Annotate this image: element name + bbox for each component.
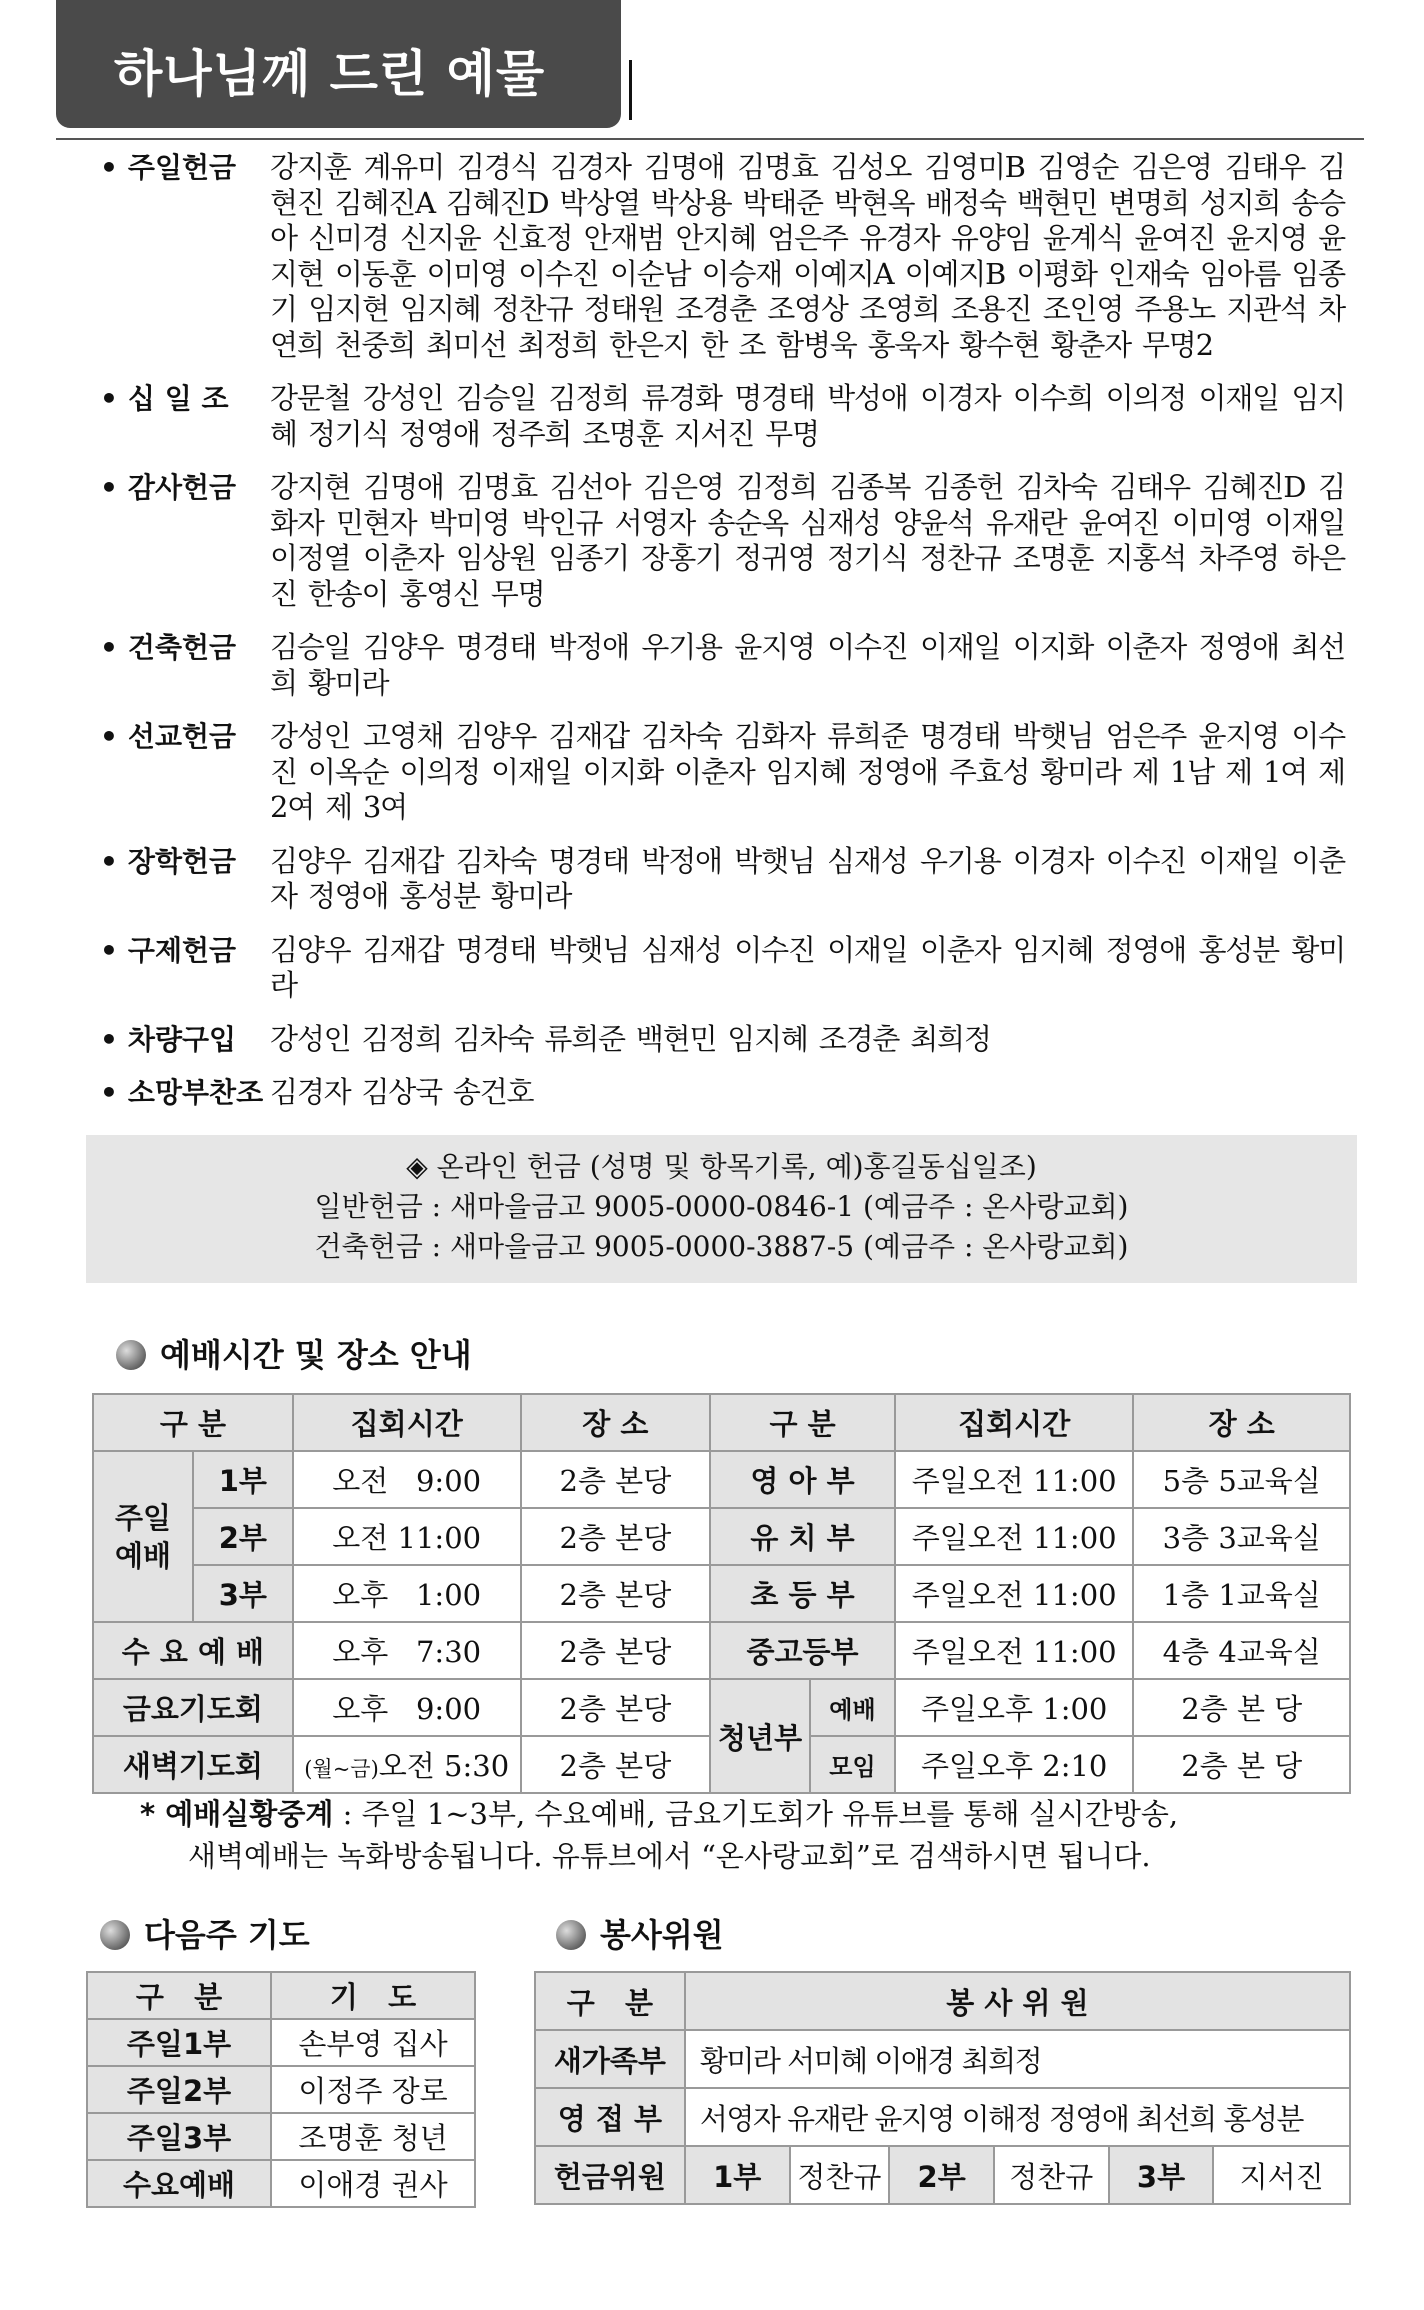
offering-names: 강지훈 계유미 김경식 김경자 김명애 김명효 김성오 김영미B 김영순 김은영 김태우 김현진 김혜진A 김혜진D 박상열 박상용 박태준 박현옥 배정숙 백현민 변명희 성지희 송승아 신미경 신지윤 신효정 안재범 안지혜 엄은주 유경자 유양임 윤계식 윤여진 윤지영 윤지현 이동훈 이미영 이수진 이순남 이승재 이예지A 이예지B 이평화 인재숙 임아름 임종기 임지현 임지혜 정찬규 정태원 조경춘 조영상 조영희 조용진 조인영 주용노 지관석 차연희 천중희 최미선 최정희 한은지 한 조 함병욱 홍욱자 황수현 황춘자 무명2 — [270, 150, 1345, 362]
new-family-names: 황미라 서미혜 이애경 최희정 — [685, 2030, 1350, 2088]
bullet-dot-icon: • — [100, 1022, 118, 1056]
dawn-prayer-time — [293, 1736, 521, 1793]
circle-bullet-icon — [556, 1920, 586, 1950]
offering-names: 강문철 강성인 김승일 김정희 류경화 명경태 박성애 이경자 이수희 이의정 이재일 임지혜 정기식 정영애 정주희 조명훈 지서진 무명 — [270, 381, 1345, 451]
offering-names: 김양우 김재갑 명경태 박햇님 심재성 이수진 이재일 이춘자 임지혜 정영애 홍성분 황미라 — [270, 932, 1345, 1002]
service-2-place: 2층 본당 — [521, 1508, 711, 1565]
offering-label-text: 장학헌금 — [127, 844, 237, 878]
young-worship-time: 주일오후 1:00 — [895, 1679, 1134, 1736]
online-offering-box — [86, 1135, 1357, 1283]
offering-row — [100, 1022, 1345, 1058]
bullet-dot-icon: • — [100, 844, 118, 878]
staff-title-text: 봉사위원 — [600, 1916, 724, 1954]
offering-row — [100, 470, 1345, 612]
offering-names: 강지현 김명애 김명효 김선아 김은영 김정희 김종복 김종헌 김차숙 김태우 김혜진D 김화자 민현자 박미영 박인규 서영자 송순옥 심재성 양윤석 유재란 윤여진 이미영 이재일 이정열 이춘자 임상원 임종기 장홍기 정귀영 정기식 정찬규 조명훈 지홍석 차주영 하은진 한송이 홍영신 무명 — [270, 470, 1345, 611]
offering-part-2-name: 정찬규 — [994, 2146, 1109, 2204]
bullet-dot-icon: • — [100, 471, 118, 504]
note-heading: * 예배실황중계 — [140, 1797, 334, 1831]
offering-row — [100, 381, 1345, 452]
online-line-1: ◈ 온라인 헌금 (성명 및 항목기록, 예)홍길동십일조) — [406, 1150, 1037, 1183]
offering-label-text: 감사헌금 — [127, 471, 237, 504]
new-family-label: 새가족부 — [535, 2030, 685, 2088]
offering-label-text: 십 일 조 — [127, 382, 229, 415]
service-2-label: 2부 — [193, 1508, 293, 1565]
dawn-prayer-days: (월~금) — [304, 1757, 379, 1781]
service-1-time: 오전 9:00 — [293, 1451, 521, 1508]
bullet-dot-icon: • — [100, 631, 118, 664]
dawn-prayer-label: 새벽기도회 — [93, 1736, 293, 1793]
elementary-time: 주일오전 11:00 — [895, 1565, 1134, 1622]
offering-label — [100, 933, 270, 1004]
note-text-2: 새벽예배는 녹화방송됩니다. 유튜브에서 “온사랑교회”로 검색하시면 됩니다. — [188, 1839, 1151, 1873]
service-1-place: 2층 본당 — [521, 1451, 711, 1508]
offering-row — [100, 150, 1345, 363]
bullet-dot-icon: • — [100, 151, 118, 184]
elementary-label: 초 등 부 — [710, 1565, 895, 1622]
offering-label — [100, 1075, 270, 1111]
service-schedule-table — [92, 1393, 1351, 1794]
col-header-time: 집회시간 — [293, 1394, 521, 1451]
offering-part-3-name: 지서진 — [1213, 2146, 1350, 2204]
friday-prayer-label: 금요기도회 — [93, 1679, 293, 1736]
offering-row — [100, 933, 1345, 1004]
col-header-division-2: 구 분 — [710, 1394, 895, 1451]
young-worship-place: 2층 본 당 — [1133, 1679, 1350, 1736]
note-line-1 — [140, 1793, 1340, 1835]
circle-bullet-icon — [116, 1340, 146, 1370]
prayer-table — [86, 1971, 476, 2208]
online-line-2: 일반헌금 : 새마을금고 9005-0000-0846-1 (예금주 : 온사랑교회) — [314, 1190, 1129, 1223]
offering-label-text: 건축헌금 — [127, 631, 237, 664]
prayer-title-text: 다음주 기도 — [144, 1916, 310, 1954]
bullet-dot-icon: • — [100, 933, 118, 967]
young-meeting-place: 2층 본 당 — [1133, 1736, 1350, 1793]
prayer-row-2-division: 주일2부 — [87, 2066, 271, 2113]
offering-row — [100, 630, 1345, 701]
service-section-title — [116, 1330, 472, 1376]
offering-label — [100, 1022, 270, 1058]
prayer-section-title — [100, 1910, 310, 1956]
kinder-time: 주일오전 11:00 — [895, 1508, 1134, 1565]
offering-part-2: 2부 — [889, 2146, 994, 2204]
header-cursor-bar — [629, 60, 632, 120]
service-2-time: 오전 11:00 — [293, 1508, 521, 1565]
prayer-row-3-name: 조명훈 청년 — [271, 2113, 475, 2160]
kinder-place: 3층 3교육실 — [1133, 1508, 1350, 1565]
infant-label: 영 아 부 — [710, 1451, 895, 1508]
prayer-col-division: 구 분 — [87, 1972, 271, 2019]
dawn-prayer-hour: 오전 5:30 — [378, 1749, 510, 1783]
offering-names: 강성인 고영채 김양우 김재갑 김차숙 김화자 류희준 명경태 박햇님 엄은주 윤지영 이수진 이옥순 이의정 이재일 이지화 이춘자 임지혜 정영애 주효성 황미라 제 1남 제 1여 제 2여 제 3여 — [270, 719, 1345, 824]
staff-col-members: 봉 사 위 원 — [685, 1972, 1350, 2030]
dawn-prayer-place: 2층 본당 — [521, 1736, 711, 1793]
broadcast-note — [140, 1793, 1340, 1877]
offering-row — [100, 719, 1345, 826]
wednesday-label: 수 요 예 배 — [93, 1622, 293, 1679]
offering-part-3: 3부 — [1109, 2146, 1214, 2204]
offering-label-text: 구제헌금 — [127, 933, 237, 967]
offering-label-text: 주일헌금 — [127, 151, 237, 184]
kinder-label: 유 치 부 — [710, 1508, 895, 1565]
young-adult-label: 청년부 — [710, 1679, 810, 1793]
infant-time: 주일오전 11:00 — [895, 1451, 1134, 1508]
greeter-label: 영 접 부 — [535, 2088, 685, 2146]
section-header — [56, 0, 621, 128]
offering-names: 김승일 김양우 명경태 박정애 우기용 윤지영 이수진 이재일 이지화 이춘자 정영애 최선희 황미라 — [270, 630, 1345, 700]
youth-place: 4층 4교육실 — [1133, 1622, 1350, 1679]
bullet-dot-icon: • — [100, 1076, 118, 1109]
service-3-label: 3부 — [193, 1565, 293, 1622]
bullet-dot-icon: • — [100, 720, 118, 753]
offering-label-text: 차량구입 — [127, 1022, 237, 1056]
offering-names: 강성인 김정희 김차숙 류희준 백현민 임지혜 조경춘 최희정 — [270, 1021, 991, 1056]
prayer-row-3-division: 주일3부 — [87, 2113, 271, 2160]
friday-prayer-place: 2층 본당 — [521, 1679, 711, 1736]
wednesday-time: 오후 7:30 — [293, 1622, 521, 1679]
offering-names: 김양우 김재갑 김차숙 명경태 박정애 박햇님 심재성 우기용 이경자 이수진 이재일 이춘자 정영애 홍성분 황미라 — [270, 843, 1345, 913]
offering-label — [100, 630, 270, 701]
offering-label-text: 선교헌금 — [127, 720, 237, 753]
prayer-row-2-name: 이정주 장로 — [271, 2066, 475, 2113]
col-header-division: 구 분 — [93, 1394, 293, 1451]
offering-label — [100, 719, 270, 826]
prayer-row-1-name: 손부영 집사 — [271, 2019, 475, 2066]
offering-part-1-name: 정찬규 — [790, 2146, 890, 2204]
wednesday-place: 2층 본당 — [521, 1622, 711, 1679]
online-line-3: 건축헌금 : 새마을금고 9005-0000-3887-5 (예금주 : 온사랑교회) — [314, 1230, 1129, 1263]
section-title: 하나님께 드린 예물 — [114, 45, 546, 103]
offering-label — [100, 470, 270, 612]
offering-names: 김경자 김상국 송건호 — [270, 1075, 534, 1109]
col-header-place-2: 장 소 — [1133, 1394, 1350, 1451]
sunday-worship-label: 주일 예배 — [93, 1451, 193, 1622]
circle-bullet-icon — [100, 1920, 130, 1950]
offering-label — [100, 844, 270, 915]
col-header-place: 장 소 — [521, 1394, 711, 1451]
staff-table — [534, 1971, 1351, 2205]
staff-section-title — [556, 1910, 724, 1956]
offering-part-1: 1부 — [685, 2146, 790, 2204]
offering-label — [100, 381, 270, 452]
greeter-names: 서영자 유재란 윤지영 이해정 정영애 최선희 홍성분 — [685, 2088, 1350, 2146]
youth-time: 주일오전 11:00 — [895, 1622, 1134, 1679]
header-divider — [56, 138, 1364, 140]
offering-label-text: 소망부찬조 — [127, 1076, 264, 1109]
offering-staff-label: 헌금위원 — [535, 2146, 685, 2204]
service-3-time: 오후 1:00 — [293, 1565, 521, 1622]
offering-row — [100, 844, 1345, 915]
young-meeting-time: 주일오후 2:10 — [895, 1736, 1134, 1793]
young-meeting-label: 모임 — [810, 1736, 895, 1793]
offering-label — [100, 150, 270, 363]
service-1-label: 1부 — [193, 1451, 293, 1508]
prayer-row-1-division: 주일1부 — [87, 2019, 271, 2066]
youth-label: 중고등부 — [710, 1622, 895, 1679]
elementary-place: 1층 1교육실 — [1133, 1565, 1350, 1622]
infant-place: 5층 5교육실 — [1133, 1451, 1350, 1508]
young-worship-label: 예배 — [810, 1679, 895, 1736]
prayer-col-leader: 기 도 — [271, 1972, 475, 2019]
friday-prayer-time: 오후 9:00 — [293, 1679, 521, 1736]
prayer-row-4-name: 이애경 권사 — [271, 2160, 475, 2207]
note-text-1: : 주일 1~3부, 수요예배, 금요기도회가 유튜브를 통해 실시간방송, — [333, 1797, 1179, 1831]
bullet-dot-icon: • — [100, 382, 118, 415]
offering-row — [100, 1075, 1345, 1111]
staff-col-division: 구 분 — [535, 1972, 685, 2030]
offering-list — [100, 150, 1345, 1129]
prayer-row-4-division: 수요예배 — [87, 2160, 271, 2207]
service-title-text: 예배시간 및 장소 안내 — [160, 1336, 472, 1374]
col-header-time-2: 집회시간 — [895, 1394, 1134, 1451]
service-3-place: 2층 본당 — [521, 1565, 711, 1622]
